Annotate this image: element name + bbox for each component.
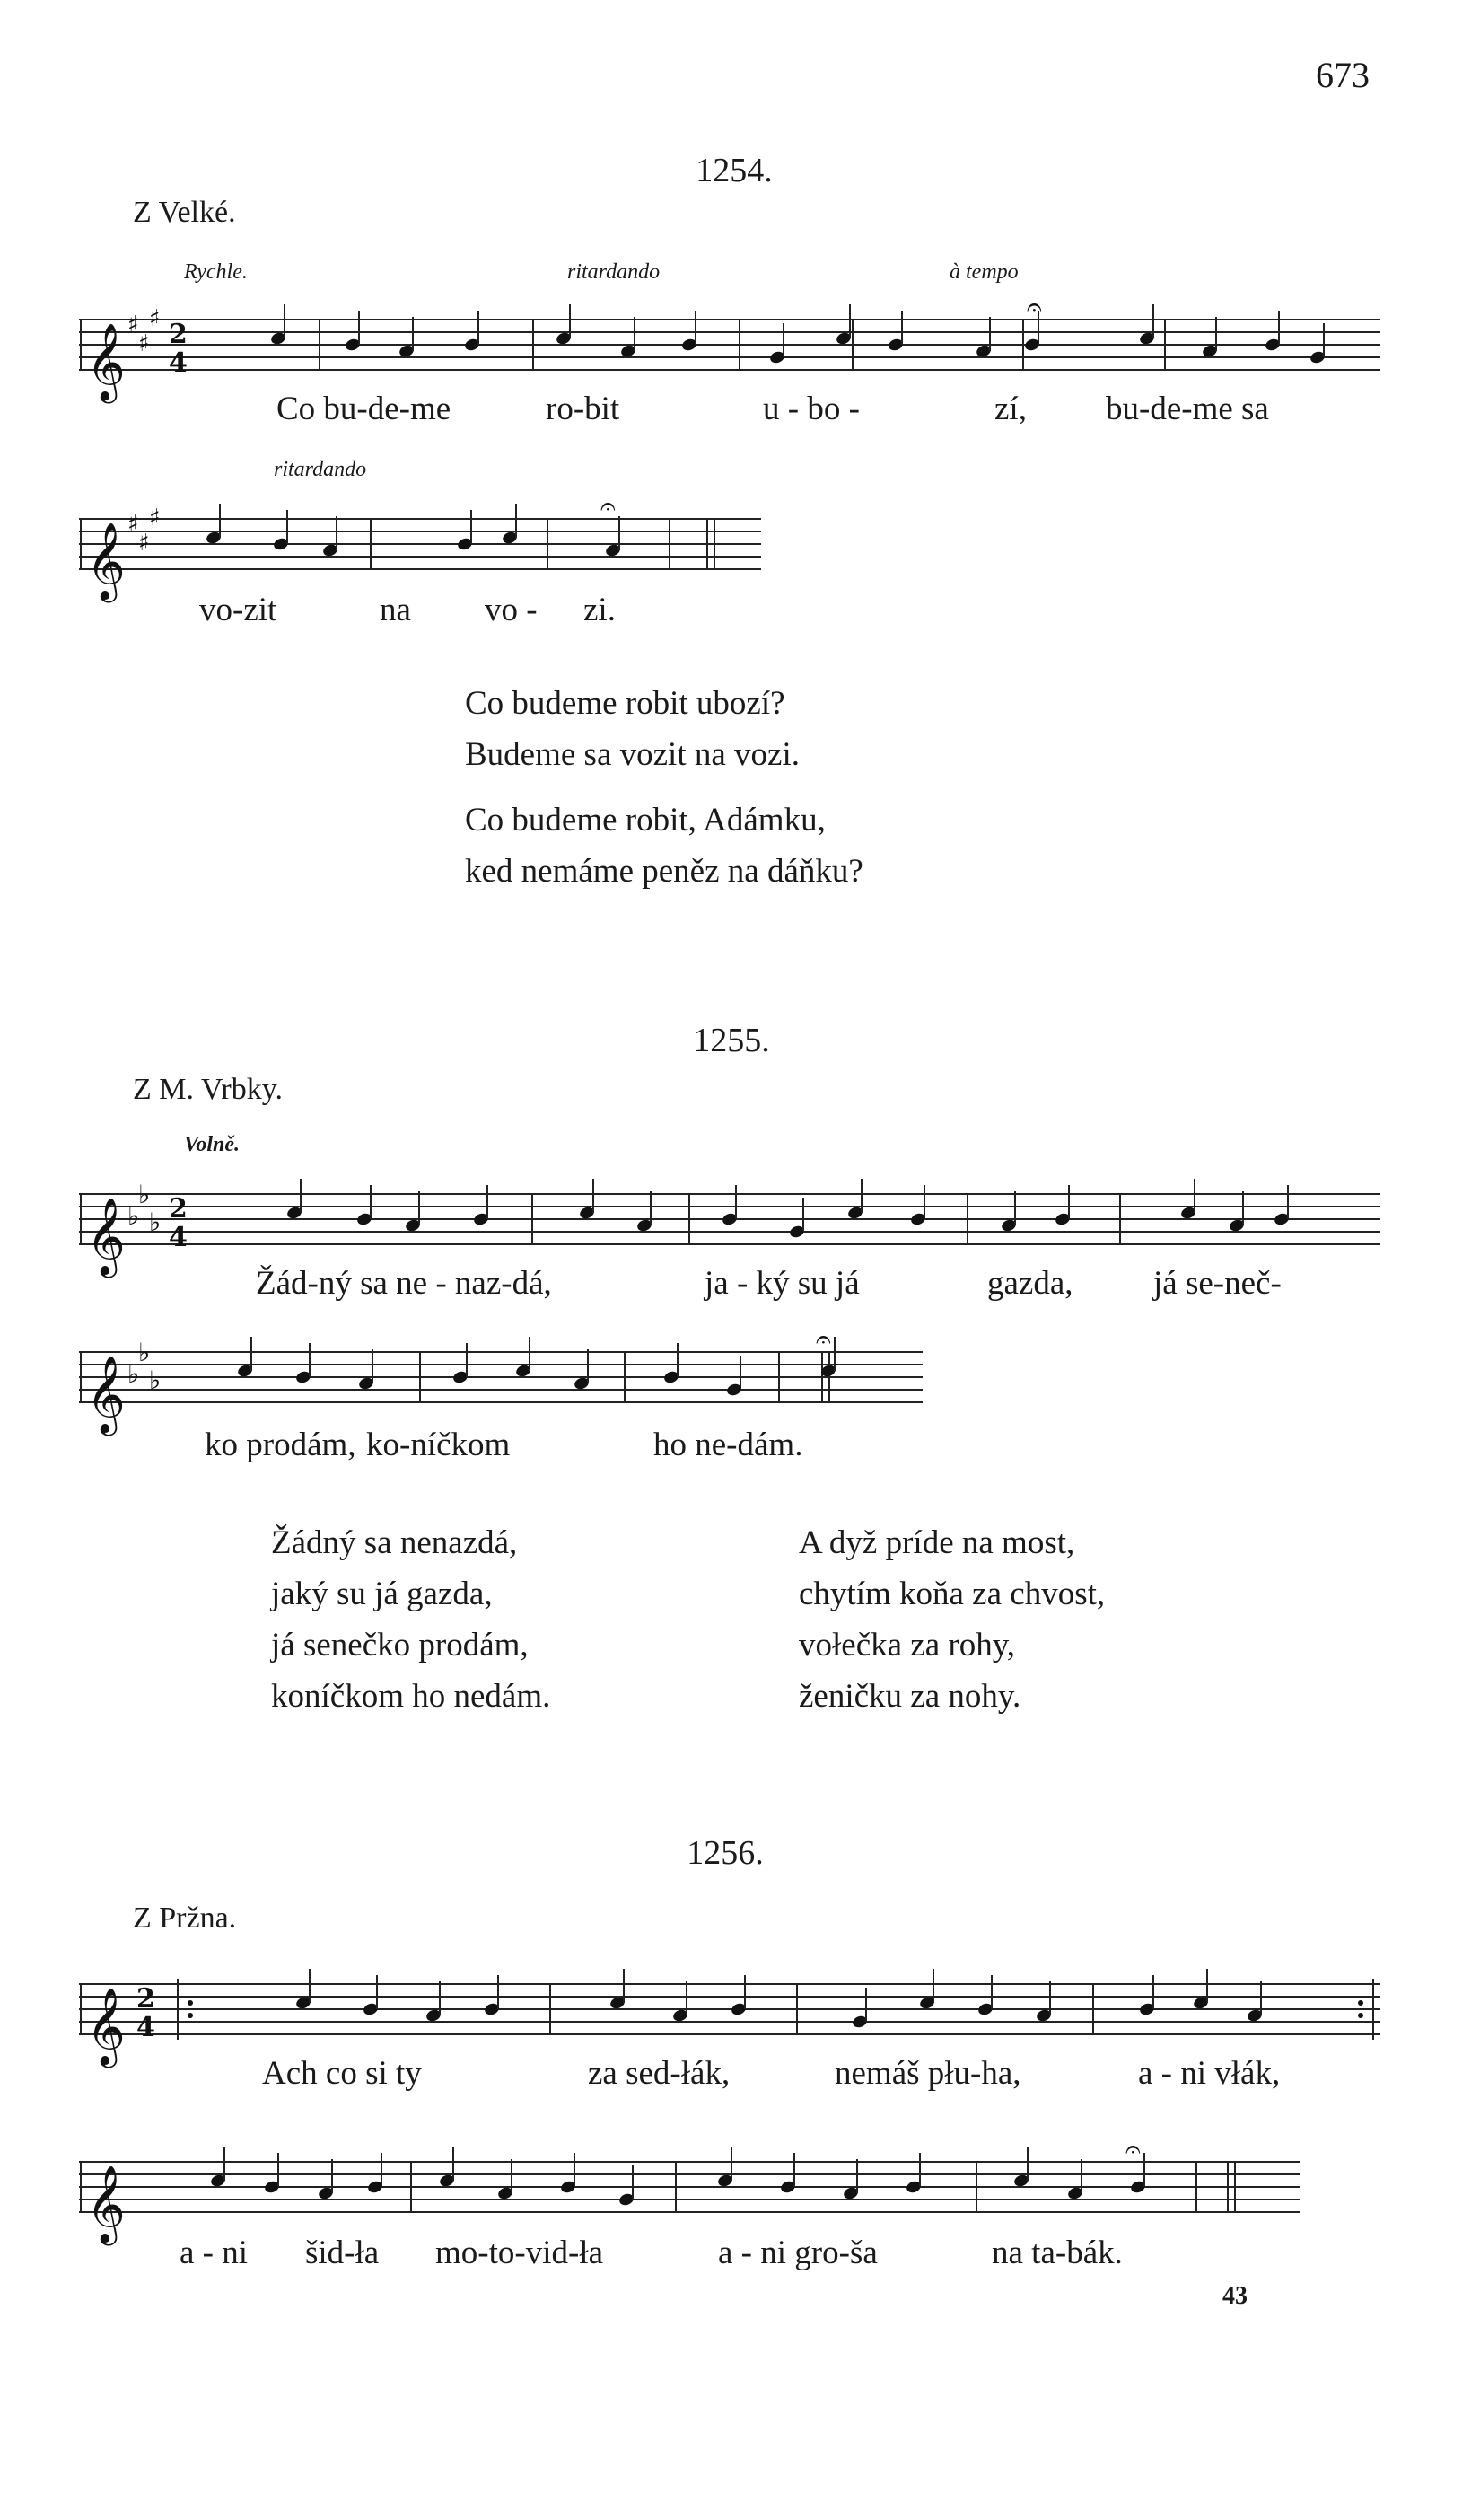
lyric-text: na <box>380 592 411 628</box>
sharp-icon: ♯ <box>138 330 150 357</box>
sharp-icon: ♯ <box>127 511 139 538</box>
lyric-text: bu-de-me sa <box>1106 391 1269 427</box>
lyric-text: a - ni vłák, <box>1138 2055 1281 2092</box>
song-number: 1256. <box>687 1834 764 1872</box>
verse-stanza <box>465 678 800 780</box>
time-signature-top: 2 <box>169 1193 188 1225</box>
music-staff <box>79 2134 1300 2243</box>
fermata-icon: 𝄐 <box>1027 292 1042 323</box>
time-signature-top: 2 <box>169 319 188 350</box>
lyric-text: nemáš płu-ha, <box>835 2055 1021 2092</box>
tempo-marking: Volně. <box>184 1133 241 1156</box>
lyric-text: mo-to-vid-ła <box>435 2235 604 2271</box>
song-number: 1254. <box>696 152 773 189</box>
treble-clef-icon: 𝄞 <box>86 2165 126 2243</box>
sharp-icon: ♯ <box>149 305 161 332</box>
verse-line: ked nemáme peněz na dáňku? <box>465 853 863 890</box>
fermata-icon: 𝄐 <box>1125 2134 1141 2165</box>
music-staff <box>79 1966 1380 2065</box>
verse-line: chytím koňa za chvost, <box>799 1576 1106 1612</box>
lyric-text: Ach co si ty <box>262 2055 422 2092</box>
lyric-text: u - bo - <box>763 391 860 427</box>
music-staff <box>79 491 761 600</box>
verse-line: Co budeme robit, Adámku, <box>465 802 826 839</box>
tempo-marking: ritardando <box>567 260 661 284</box>
treble-clef-icon: 𝄞 <box>86 1198 126 1275</box>
lyric-text: na ta-bák. <box>992 2235 1123 2271</box>
lyric-text: gazda, <box>987 1265 1073 1302</box>
lyric-text: ro-bit <box>546 391 620 427</box>
tempo-marking: ritardando <box>274 458 367 481</box>
lyric-text: vo - <box>485 592 538 628</box>
fermata-icon: 𝄐 <box>816 1324 831 1356</box>
verse-stanza <box>465 795 863 897</box>
verse-line: já senečko prodám, <box>271 1627 529 1664</box>
lyric-text: a - ni <box>180 2235 249 2271</box>
sharp-icon: ♯ <box>149 505 161 531</box>
song-origin: Z M. Vrbky. <box>133 1073 284 1106</box>
flat-icon: ♭ <box>149 1207 162 1237</box>
lyric-text: ja - ký su já <box>705 1265 860 1302</box>
page-number: 673 <box>1316 55 1370 95</box>
repeat-dot <box>1358 2000 1363 2006</box>
treble-clef-icon: 𝄞 <box>86 522 126 600</box>
lyric-text: ko-níčkom <box>366 1427 511 1463</box>
lyric-text: Žád-ný sa ne - naz-dá, <box>256 1265 552 1302</box>
signature-mark: 43 <box>1222 2282 1248 2310</box>
time-signature-top: 2 <box>136 1983 155 2015</box>
verse-line: Žádný sa nenazdá, <box>271 1524 518 1561</box>
treble-clef-icon: 𝄞 <box>86 1356 126 1433</box>
repeat-dot <box>1358 2013 1363 2018</box>
song-origin: Z Pržna. <box>133 1901 237 1935</box>
lyric-text: zi. <box>583 592 616 628</box>
verse-line: jaký su já gazda, <box>271 1576 493 1612</box>
lyric-text: ho ne-dám. <box>653 1427 803 1463</box>
lyric-text: já se-neč- <box>1153 1265 1282 1302</box>
flat-icon: ♭ <box>127 1201 140 1231</box>
lyric-text: šid-ła <box>305 2235 380 2271</box>
music-staff <box>79 1176 1380 1275</box>
flat-icon: ♭ <box>138 1180 151 1209</box>
verse-stanza <box>799 1517 1105 1722</box>
verse-line: vołečka za rohy, <box>799 1627 1016 1664</box>
repeat-dot <box>188 2013 193 2018</box>
music-staff <box>79 1324 923 1433</box>
lyric-text: a - ni gro-ša <box>718 2235 878 2271</box>
lyric-text: Co bu-de-me <box>276 391 451 427</box>
flat-icon: ♭ <box>149 1365 162 1395</box>
treble-clef-icon: 𝄞 <box>86 1988 126 2065</box>
song-origin: Z Velké. <box>133 196 236 229</box>
verse-line: koníčkom ho nedám. <box>271 1678 551 1715</box>
sharp-icon: ♯ <box>127 312 139 338</box>
repeat-dot <box>188 2000 193 2006</box>
sharp-icon: ♯ <box>138 530 150 557</box>
lyric-text: za sed-łák, <box>588 2055 731 2092</box>
verse-line: ženičku za nohy. <box>799 1678 1021 1715</box>
song-number: 1255. <box>693 1022 770 1059</box>
verse-line: A dyž príde na most, <box>799 1524 1075 1561</box>
time-signature-bottom: 4 <box>169 1222 188 1253</box>
verse-line: Co budeme robit ubozí? <box>465 685 785 722</box>
treble-clef-icon: 𝄞 <box>86 323 126 400</box>
flat-icon: ♭ <box>127 1359 140 1389</box>
lyric-text: zí, <box>994 391 1027 427</box>
fermata-icon: 𝄐 <box>600 491 616 522</box>
time-signature-bottom: 4 <box>136 2012 155 2043</box>
music-staff <box>79 292 1380 400</box>
flat-icon: ♭ <box>138 1338 151 1367</box>
tempo-marking: Rychle. <box>184 260 248 284</box>
lyric-text: ko prodám, <box>205 1427 356 1463</box>
verse-stanza <box>271 1517 550 1722</box>
lyric-text: vo-zit <box>199 592 277 628</box>
verse-line: Budeme sa vozit na vozi. <box>465 736 800 773</box>
time-signature-bottom: 4 <box>169 347 188 379</box>
tempo-marking: à tempo <box>950 260 1019 284</box>
